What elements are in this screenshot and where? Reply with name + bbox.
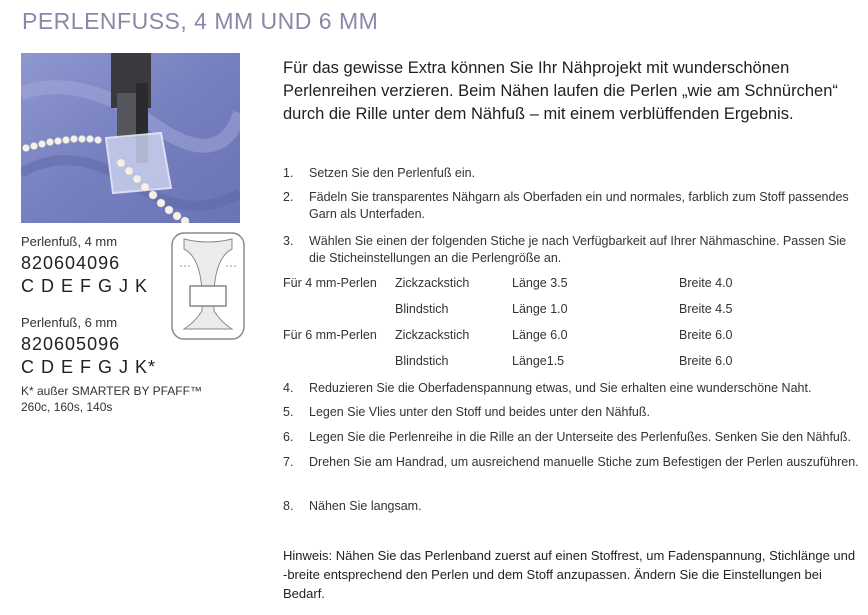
step-number: 5. bbox=[283, 405, 294, 419]
table-row bbox=[283, 302, 783, 320]
step-number: 7. bbox=[283, 455, 294, 469]
width-cell: Breite 4.5 bbox=[679, 302, 733, 316]
step-text: Fädeln Sie transparentes Nähgarn als Oberfaden ein und normales, farblich zum Stoff passendes Garn als Unterfaden. bbox=[309, 190, 849, 221]
bead-size-cell: Für 4 mm-Perlen bbox=[283, 276, 377, 290]
stitch-cell: Zickzackstich bbox=[395, 328, 470, 342]
length-cell: Länge1.5 bbox=[512, 354, 565, 368]
table-row bbox=[283, 328, 783, 346]
step-number: 2. bbox=[283, 190, 294, 204]
page-title: PERLENFUSS, 4 MM UND 6 MM bbox=[22, 8, 379, 34]
stitch-cell: Blindstich bbox=[395, 354, 449, 368]
hint-text: Hinweis: Nähen Sie das Perlenband zuerst auf einen Stoffrest, um Fadenspannung, Stichlänge und -breite entsprechend den Perlen und dem Stoff anzupassen. Ändern Sie die Einstellungen bei Bedarf. bbox=[283, 548, 856, 601]
step-number: 4. bbox=[283, 381, 294, 395]
step-text: Reduzieren Sie die Oberfadenspannung etwas, und Sie erhalten eine wunderschöne Naht. bbox=[309, 381, 812, 395]
table-row bbox=[283, 354, 783, 372]
step-number: 6. bbox=[283, 430, 294, 444]
step-number: 8. bbox=[283, 499, 294, 513]
stitch-cell: Blindstich bbox=[395, 302, 449, 316]
width-cell: Breite 6.0 bbox=[679, 354, 733, 368]
foot1-codes: C D E F G J K bbox=[21, 276, 149, 296]
foot2-number: 820605096 bbox=[21, 334, 121, 354]
presser-foot-diagram bbox=[170, 231, 246, 346]
step-text: Legen Sie Vlies unter den Stoff und beides unter den Nähfuß. bbox=[309, 405, 650, 419]
step-text: Nähen Sie langsam. bbox=[309, 499, 422, 513]
length-cell: Länge 1.0 bbox=[512, 302, 568, 316]
step-number: 3. bbox=[283, 234, 294, 248]
width-cell: Breite 6.0 bbox=[679, 328, 733, 342]
step-number: 1. bbox=[283, 166, 294, 180]
foot2-codes: C D E F G J K* bbox=[21, 357, 157, 377]
length-cell: Länge 6.0 bbox=[512, 328, 568, 342]
foot1-number: 820604096 bbox=[21, 253, 121, 273]
intro-text: Für das gewisse Extra können Sie Ihr Nähprojekt mit wunderschönen Perlenreihen verzieren. Beim Nähen laufen die Perlen „wie am Schnürchen“ durch die Rille unter dem Nähfuß – mit einem verblüffenden Ergebnis. bbox=[283, 59, 838, 123]
stitch-cell: Zickzackstich bbox=[395, 276, 470, 290]
pearl-foot-photo bbox=[21, 53, 240, 223]
length-cell: Länge 3.5 bbox=[512, 276, 568, 290]
note-line-1: K* außer SMARTER BY PFAFF™ bbox=[21, 384, 202, 398]
foot1-label: Perlenfuß, 4 mm bbox=[21, 234, 118, 249]
step-text: Legen Sie die Perlenreihe in die Rille an der Unterseite des Perlenfußes. Senken Sie den Nähfuß. bbox=[309, 430, 851, 444]
note-line-2: 260c, 160s, 140s bbox=[21, 400, 113, 414]
step-text: Wählen Sie einen der folgenden Stiche je nach Verfügbarkeit auf Ihrer Nähmaschine. Passen Sie die Sticheinstellungen an die Perlengröße an. bbox=[309, 234, 847, 265]
bead-size-cell: Für 6 mm-Perlen bbox=[283, 328, 377, 342]
step-text: Drehen Sie am Handrad, um ausreichend manuelle Stiche zum Befestigen der Perlen auszuführen. bbox=[309, 455, 859, 469]
table-row bbox=[283, 276, 783, 294]
step-text: Setzen Sie den Perlenfuß ein. bbox=[309, 166, 476, 180]
width-cell: Breite 4.0 bbox=[679, 276, 733, 290]
foot2-label: Perlenfuß, 6 mm bbox=[21, 315, 118, 330]
